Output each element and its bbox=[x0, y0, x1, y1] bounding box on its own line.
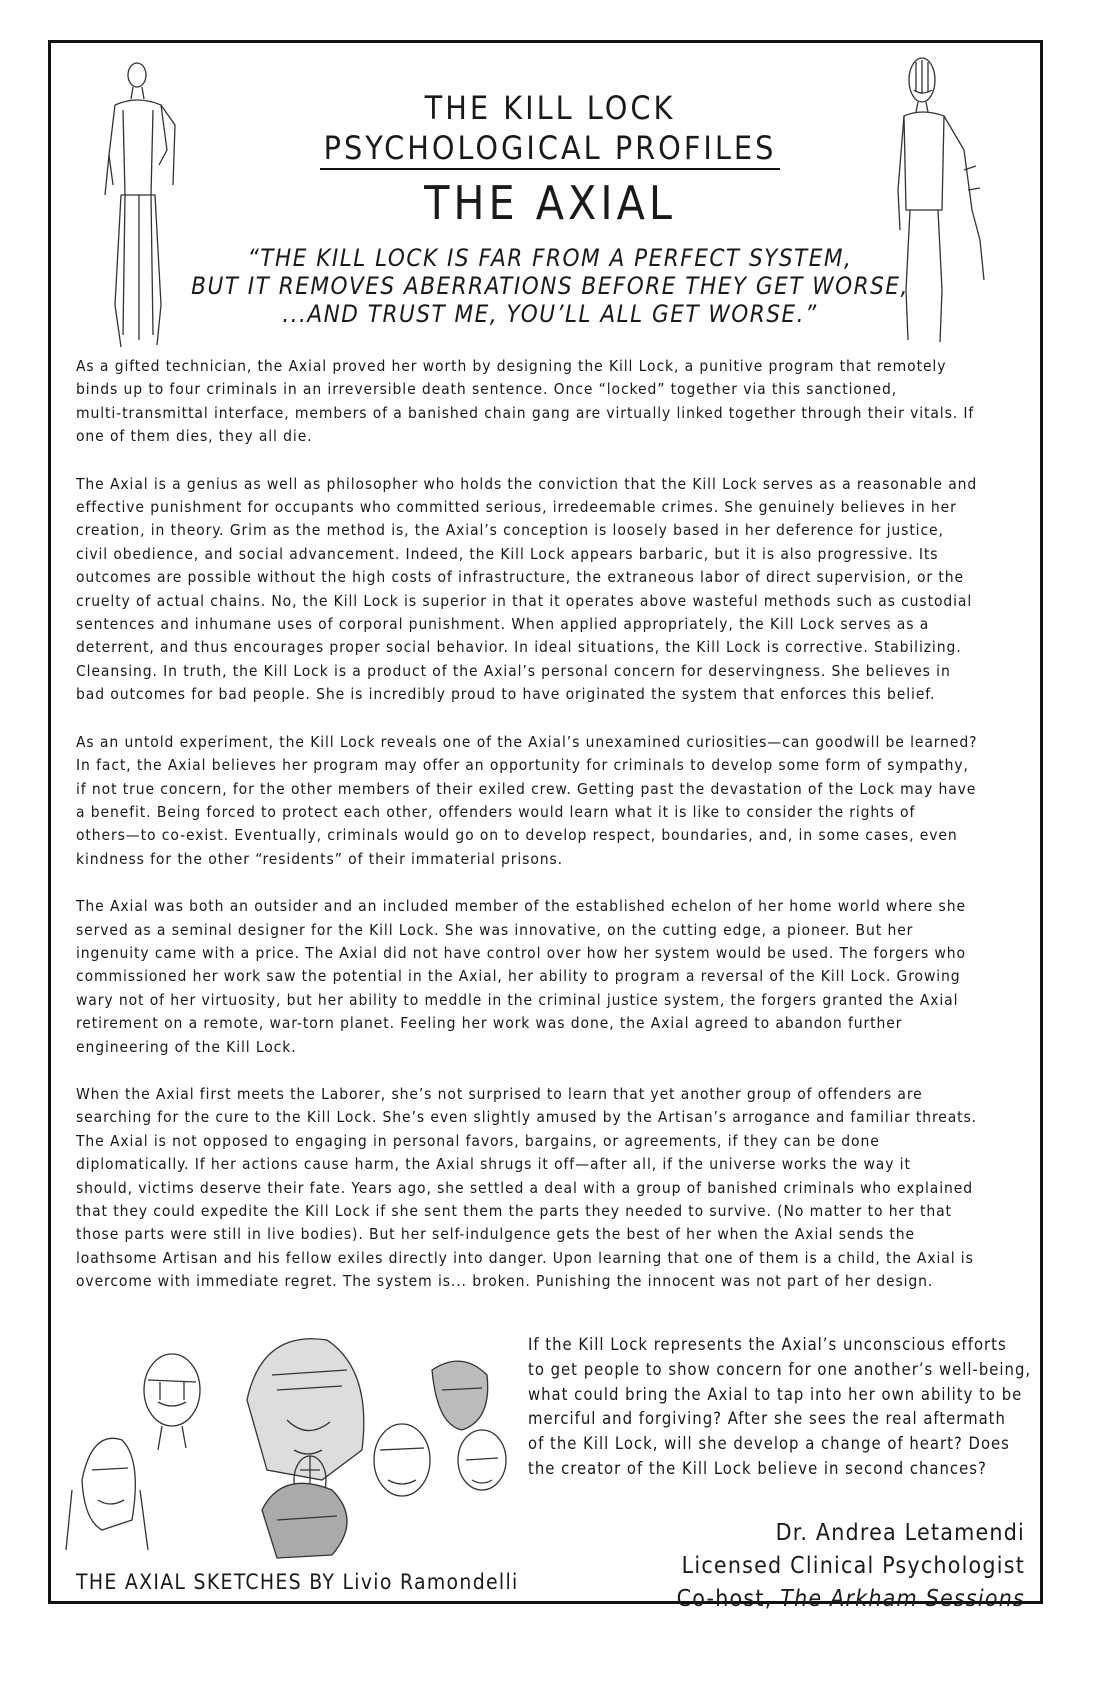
author-signature bbox=[677, 1517, 1025, 1616]
text-line: commissioned her work saw the potential in the Axial, her ability to program a reversal of the Kill Lock. Growing bbox=[76, 967, 961, 986]
character-name: THE AXIAL bbox=[424, 176, 676, 230]
text-line: deterrent, and thus encourages proper social behavior. In ideal situations, the Kill Lock is corrective. Stabilizing. bbox=[76, 638, 962, 657]
text-line: that they could expedite the Kill Lock if she sent them the parts they needed to survive. (No matter to her that bbox=[76, 1202, 952, 1220]
text-line: kindness for the other “residents” of their immaterial prisons. bbox=[76, 849, 563, 868]
paragraph-1 bbox=[76, 355, 1026, 449]
text-line: Cleansing. In truth, the Kill Lock is a product of the Axial’s personal concern for deservingness. She believes in bbox=[76, 661, 951, 680]
text-line: The Axial is not opposed to engaging in personal favors, bargains, or agreements, if they can be done bbox=[76, 1131, 880, 1150]
text-line: retirement on a remote, war-torn planet. Feeling her work was done, the Axial agreed to abandon further bbox=[76, 1014, 903, 1033]
text-line: what could bring the Axial to tap into her own ability to be bbox=[528, 1384, 1023, 1404]
page-title-block bbox=[250, 88, 850, 232]
closing-questions bbox=[528, 1333, 1032, 1482]
axial-full-body-sketch-left bbox=[95, 55, 205, 355]
text-line: bad outcomes for bad people. She is incredibly proud to have originated the system that enforces this belief. bbox=[76, 685, 936, 704]
text-line: As a gifted technician, the Axial proved her worth by designing the Kill Lock, a punitive program that remotely bbox=[76, 357, 947, 375]
text-line: cruelty of actual chains. No, the Kill Lock is superior in that it operates above wasteful methods such as custodial bbox=[76, 591, 973, 610]
author-name: Dr. Andrea Letamendi bbox=[775, 1520, 1025, 1546]
profile-body bbox=[76, 355, 1026, 1318]
text-line: others—to co-exist. Eventually, criminals would go on to develop respect, boundaries, and, in some cases, even bbox=[76, 826, 958, 845]
text-line: to get people to show concern for one another’s well-being, bbox=[528, 1359, 1032, 1379]
text-line: The Axial is a genius as well as philosopher who holds the conviction that the Kill Lock serves as a reasonable and bbox=[76, 474, 978, 493]
pull-quote-line: “THE KILL LOCK IS FAR FROM A PERFECT SYSTEM, bbox=[247, 244, 853, 272]
paragraph-4 bbox=[76, 895, 1026, 1059]
cohost-prefix: Co-host, bbox=[676, 1586, 781, 1612]
pull-quote-line: ...AND TRUST ME, YOU’LL ALL GET WORSE.” bbox=[282, 300, 818, 328]
text-line: overcome with immediate regret. The system is... broken. Punishing the innocent was not part of her design. bbox=[76, 1272, 934, 1291]
text-line: If the Kill Lock represents the Axial’s unconscious efforts bbox=[528, 1335, 1007, 1354]
paragraph-3 bbox=[76, 731, 1026, 871]
text-line: one of them dies, they all die. bbox=[76, 427, 313, 446]
author-cohost bbox=[677, 1583, 1025, 1616]
text-line: The Axial was both an outsider and an included member of the established echelon of her home world where she bbox=[76, 897, 966, 916]
text-line: creation, in theory. Grim as the method is, the Axial’s conception is loosely based in her deference for justice, bbox=[76, 521, 944, 540]
sketch-credit: THE AXIAL SKETCHES BY Livio Ramondelli bbox=[76, 1570, 519, 1594]
text-line: diplomatically. If her actions cause harm, the Axial shrugs it off—after all, if the universe works the way it bbox=[76, 1155, 911, 1174]
text-line: the creator of the Kill Lock believe in second chances? bbox=[528, 1458, 987, 1478]
text-line: merciful and forgiving? After she sees the real aftermath bbox=[528, 1409, 1006, 1429]
text-line: binds up to four criminals in an irreversible death sentence. Once “locked” together via this sanctioned, bbox=[76, 380, 898, 399]
text-line: of the Kill Lock, will she develop a change of heart? Does bbox=[528, 1434, 1010, 1454]
text-line: As an untold experiment, the Kill Lock reveals one of the Axial’s unexamined curiosities—can goodwill be learned? bbox=[76, 732, 978, 751]
section-title: PSYCHOLOGICAL PROFILES bbox=[320, 128, 781, 170]
author-role: Licensed Clinical Psychologist bbox=[681, 1553, 1025, 1579]
text-line: engineering of the Kill Lock. bbox=[76, 1037, 297, 1056]
pull-quote-line: BUT IT REMOVES ABERRATIONS BEFORE THEY GET WORSE, bbox=[191, 272, 909, 300]
text-line: should, victims deserve their fate. Years ago, she settled a deal with a group of banished criminals who explained bbox=[76, 1178, 973, 1197]
text-line: those parts were still in live bodies). But her self-indulgence gets the best of her when the Axial sends the bbox=[76, 1225, 915, 1244]
pull-quote bbox=[190, 244, 910, 328]
text-line: multi-transmittal interface, members of a banished chain gang are virtually linked together through their vitals. If bbox=[76, 403, 975, 422]
axial-head-sketches bbox=[62, 1330, 522, 1560]
text-line: In fact, the Axial believes her program may offer an opportunity for criminals to develop some form of sympathy, bbox=[76, 756, 969, 775]
series-title: THE KILL LOCK bbox=[424, 89, 676, 127]
text-line: loathsome Artisan and his fellow exiles directly into danger. Upon learning that one of them is a child, the Axial is bbox=[76, 1248, 974, 1267]
text-line: a benefit. Being forced to protect each other, offenders would learn what it is like to consider the rights of bbox=[76, 802, 916, 821]
paragraph-2 bbox=[76, 473, 1026, 707]
paragraph-5 bbox=[76, 1083, 1026, 1294]
text-line: outcomes are possible without the high costs of infrastructure, the extraneous labor of direct supervision, or the bbox=[76, 568, 964, 587]
text-line: sentences and inhumane uses of corporal punishment. When applied appropriately, the Kill Lock serves as a bbox=[76, 615, 930, 634]
text-line: civil obedience, and social advancement. Indeed, the Kill Lock appears barbaric, but it is also progressive. Its bbox=[76, 544, 939, 563]
text-line: effective punishment for occupants who committed serious, irredeemable crimes. She genuinely believes in her bbox=[76, 498, 957, 517]
show-title: The Arkham Sessions bbox=[780, 1586, 1025, 1612]
text-line: When the Axial first meets the Laborer, she’s not surprised to learn that yet another group of offenders are bbox=[76, 1084, 923, 1103]
text-line: searching for the cure to the Kill Lock. She’s even slightly amused by the Artisan’s arrogance and familiar threats. bbox=[76, 1108, 978, 1127]
text-line: wary not of her virtuosity, but her ability to meddle in the criminal justice system, the forgers granted the Axial bbox=[76, 990, 959, 1009]
text-line: served as a seminal designer for the Kill Lock. She was innovative, on the cutting edge, a pioneer. But her bbox=[76, 920, 914, 939]
text-line: ingenuity came with a price. The Axial did not have control over how her system would be used. The forgers who bbox=[76, 943, 966, 962]
text-line: if not true concern, for the other members of their exiled crew. Getting past the devastation of the Lock may have bbox=[76, 779, 977, 798]
